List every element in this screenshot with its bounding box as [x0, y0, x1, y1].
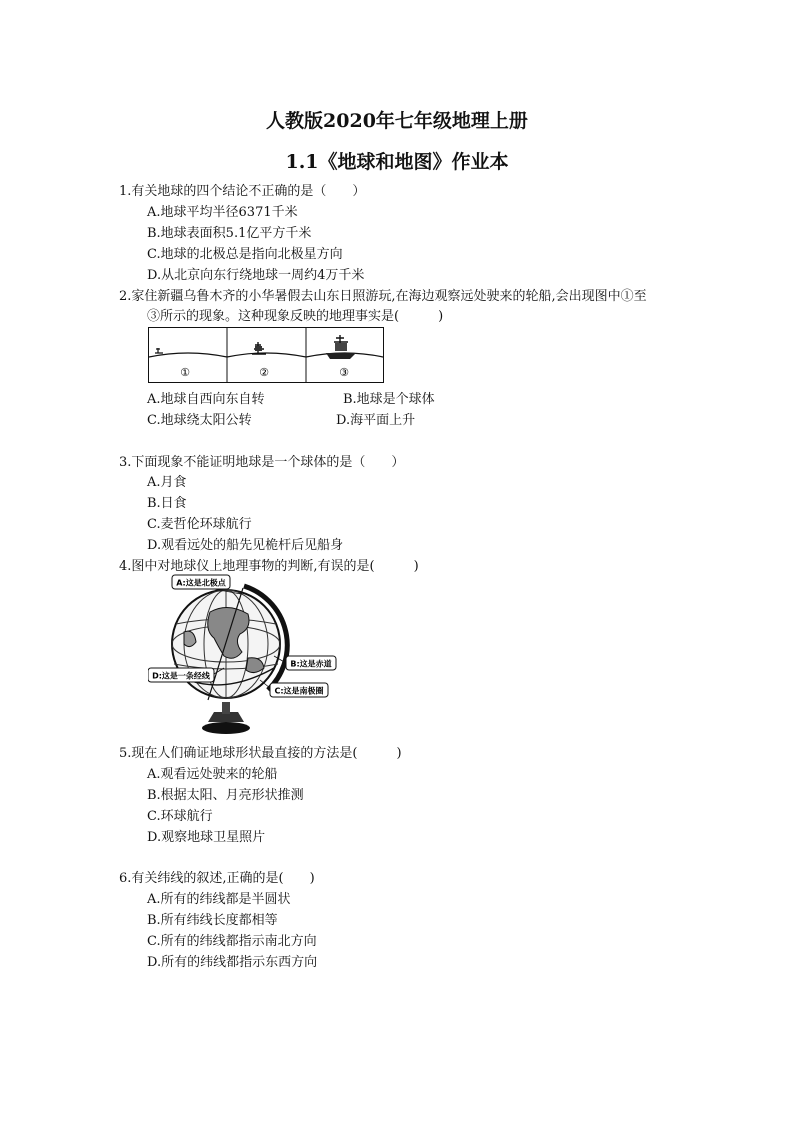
question-3-option-c: C.麦哲伦环球航行: [147, 517, 252, 532]
ship-icon: [252, 342, 266, 354]
ship-icon: [155, 348, 163, 353]
question-2-option-a: A.地球自西向东自转: [147, 392, 265, 407]
question-5-option-a: A.观看远处驶来的轮船: [147, 767, 278, 782]
figure-label-2: ②: [259, 366, 269, 379]
question-2-option-c: C.地球绕太阳公转: [147, 413, 252, 428]
question-5-option-d: D.观察地球卫星照片: [147, 830, 266, 845]
question-1-option-b: B.地球表面积5.1亿平方千米: [147, 226, 312, 241]
callout-b-label: B:这是赤道: [290, 659, 332, 669]
question-5-option-b: B.根据太阳、月亮形状推测: [147, 788, 304, 803]
question-2-stem-continued: ③所示的现象。这种现象反映的地理事实是( ): [147, 309, 444, 324]
question-5-stem: 5.现在人们确证地球形状最直接的方法是( ): [119, 746, 402, 761]
question-3-stem: 3.下面现象不能证明地球是一个球体的是（ ）: [119, 455, 405, 470]
question-6-option-a: A.所有的纬线都是半圆状: [147, 892, 291, 907]
page-subtitle: 1.1《地球和地图》作业本: [285, 151, 509, 173]
callout-d-label: D:这是一条经线: [152, 671, 210, 681]
question-1-option-a: A.地球平均半径6371千米: [147, 205, 298, 220]
question-4-stem: 4.图中对地球仪上地理事物的判断,有误的是( ): [119, 559, 419, 574]
question-2-option-b: B.地球是个球体: [343, 392, 435, 407]
callout-a-label: A:这是北极点: [176, 578, 226, 588]
question-1-option-c: C.地球的北极总是指向北极星方向: [147, 247, 343, 262]
figure-label-1: ①: [180, 366, 190, 379]
page-title: 人教版2020年七年级地理上册: [266, 110, 528, 132]
question-1-stem: 1.有关地球的四个结论不正确的是（ ）: [119, 184, 366, 199]
ship-icon: [326, 335, 356, 359]
question-3-option-a: A.月食: [147, 475, 187, 490]
figure-label-3: ③: [339, 366, 349, 379]
question-2-stem: 2.家住新疆乌鲁木齐的小华暑假去山东日照游玩,在海边观察远处驶来的轮船,会出现图中①至: [119, 289, 647, 304]
question-6-option-d: D.所有的纬线都指示东西方向: [147, 955, 318, 970]
question-6-option-c: C.所有的纬线都指示南北方向: [147, 934, 317, 949]
question-1-option-d: D.从北京向东行绕地球一周约4万千米: [147, 268, 365, 283]
ship-sequence-figure: [148, 327, 384, 383]
question-6-option-b: B.所有纬线长度都相等: [147, 913, 278, 928]
callout-c-label: C:这是南极圈: [274, 686, 324, 696]
question-2-option-d: D.海平面上升: [336, 413, 416, 428]
question-5-option-c: C.环球航行: [147, 809, 213, 824]
question-6-stem: 6.有关纬线的叙述,正确的是( ): [119, 871, 315, 886]
globe-figure: [148, 572, 338, 738]
question-3-option-b: B.日食: [147, 496, 187, 511]
question-3-option-d: D.观看远处的船先见桅杆后见船身: [147, 538, 344, 553]
